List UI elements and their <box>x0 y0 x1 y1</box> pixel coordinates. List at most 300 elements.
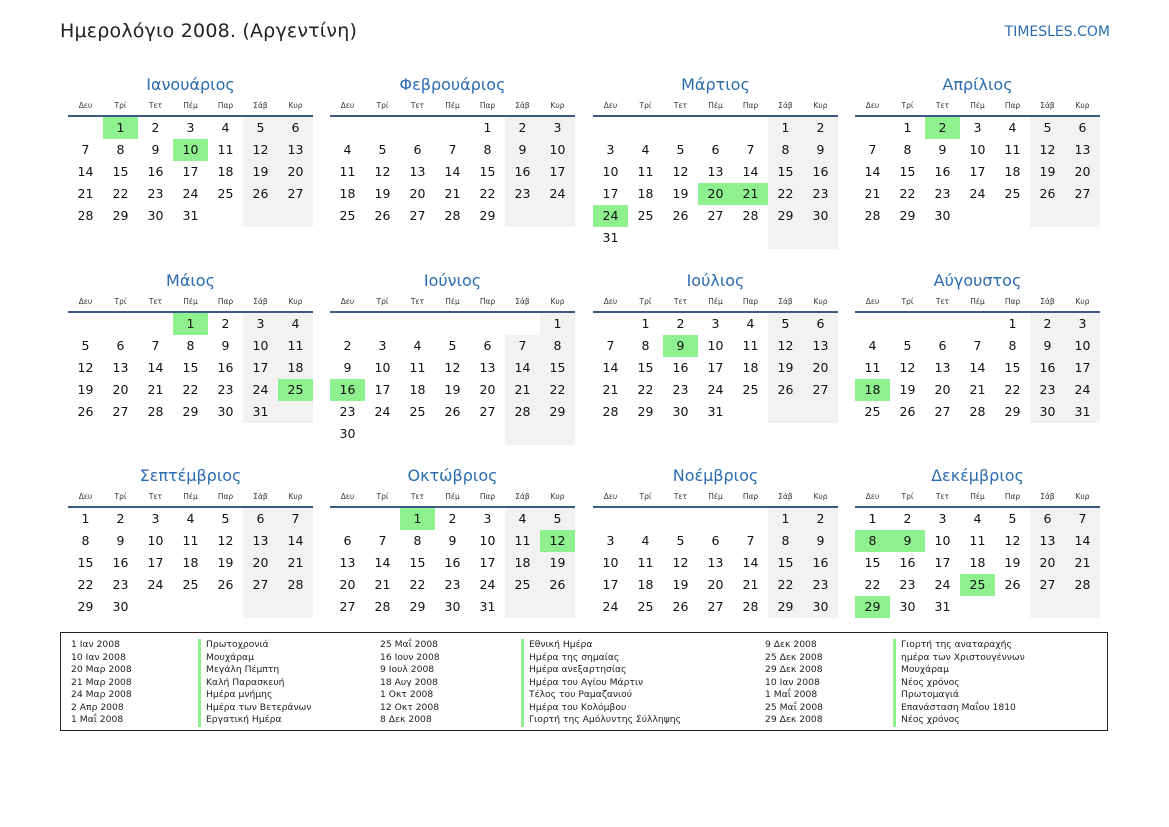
weekday-label: Τετ <box>410 101 425 110</box>
legend-entry: 8 Δεκ 2008 <box>380 714 432 725</box>
day-cell: 10 <box>479 533 496 548</box>
day-cell: 27 <box>934 404 951 419</box>
day-cell: 19 <box>243 161 278 183</box>
weekday-label: Παρ <box>1004 101 1021 110</box>
month-name: Ιανουάριος <box>146 75 235 94</box>
empty-cell <box>400 117 435 139</box>
day-cell: 19 <box>1004 555 1021 570</box>
legend-entry: Επανάσταση Μαΐου 1810 <box>893 702 1025 715</box>
empty-cell <box>960 313 995 335</box>
month-name: Σεπτέμβριος <box>139 466 242 485</box>
day-cell: 22 <box>540 379 575 401</box>
day-cell: 6 <box>711 533 720 548</box>
day-cell: 27 <box>479 404 496 419</box>
weekday-header <box>68 491 313 503</box>
legend-entry: Γιορτή της αναταραχής <box>893 639 1025 652</box>
day-cell: 5 <box>903 338 912 353</box>
empty-cell <box>330 313 365 335</box>
weekday-label: Παρ <box>479 297 496 306</box>
day-cell: 3 <box>243 313 278 335</box>
day-cell: 7 <box>151 338 160 353</box>
day-cell: 10 <box>934 533 951 548</box>
day-cell: 13 <box>934 360 951 375</box>
day-cell: 29 <box>855 596 890 618</box>
day-cell: 10 <box>707 338 724 353</box>
empty-cell <box>330 508 365 530</box>
day-cell: 24 <box>934 577 951 592</box>
day-cell: 12 <box>217 533 234 548</box>
legend-entry: 25 Μαΐ 2008 <box>765 701 824 713</box>
weekday-label: Δευ <box>340 492 355 501</box>
empty-cell <box>243 596 278 618</box>
day-cell: 30 <box>147 208 164 223</box>
empty-cell <box>733 401 768 423</box>
day-cell: 15 <box>409 555 426 570</box>
empty-cell <box>803 401 838 423</box>
day-cell: 23 <box>147 186 164 201</box>
weekday-label: Παρ <box>1004 297 1021 306</box>
day-cell: 18 <box>969 555 986 570</box>
weekday-label: Κυρ <box>1075 297 1090 306</box>
weekday-label: Πέμ <box>183 101 198 110</box>
day-cell: 10 <box>173 139 208 161</box>
day-cell: 20 <box>698 183 733 205</box>
day-cell: 10 <box>969 142 986 157</box>
day-cell: 24 <box>374 404 391 419</box>
day-cell: 1 <box>768 508 803 530</box>
day-cell: 16 <box>444 555 461 570</box>
empty-cell <box>663 117 698 139</box>
legend-entry: 2 Απρ 2008 <box>71 701 124 713</box>
empty-cell <box>733 508 768 530</box>
month-name: Ιούνιος <box>423 271 482 290</box>
legend-entry: 1 Ιαν 2008 <box>71 639 120 650</box>
weekday-label: Κυρ <box>1075 492 1090 501</box>
weekday-label: Δευ <box>603 297 618 306</box>
month-5 <box>68 270 313 423</box>
day-cell: 29 <box>409 599 426 614</box>
month-2 <box>330 74 575 227</box>
day-cell: 3 <box>540 117 575 139</box>
day-cell: 8 <box>768 139 803 161</box>
day-cell: 7 <box>448 142 457 157</box>
empty-cell <box>593 117 628 139</box>
legend-entry: Νέος χρόνος <box>893 677 1025 690</box>
weekday-label: Τετ <box>673 101 688 110</box>
day-grid <box>330 508 575 618</box>
day-cell: 15 <box>540 357 575 379</box>
day-cell: 2 <box>676 316 685 331</box>
day-cell: 9 <box>803 139 838 161</box>
month-11 <box>593 465 838 618</box>
day-cell: 27 <box>409 208 426 223</box>
legend-entry: Πρωτομαγιά <box>893 689 1025 702</box>
day-cell: 13 <box>112 360 129 375</box>
day-cell: 14 <box>444 164 461 179</box>
day-cell: 7 <box>378 533 387 548</box>
day-cell: 25 <box>409 404 426 419</box>
day-cell: 21 <box>505 379 540 401</box>
day-cell: 7 <box>81 142 90 157</box>
day-cell: 2 <box>803 508 838 530</box>
empty-cell <box>925 313 960 335</box>
day-cell: 5 <box>676 142 685 157</box>
day-cell: 31 <box>479 599 496 614</box>
day-cell: 2 <box>448 511 457 526</box>
day-cell: 29 <box>637 404 654 419</box>
day-cell: 27 <box>803 379 838 401</box>
day-cell: 11 <box>969 533 986 548</box>
legend-entry: 1 Οκτ 2008 <box>380 689 434 700</box>
day-cell: 13 <box>278 139 313 161</box>
month-name: Νοέμβριος <box>672 466 759 485</box>
day-cell: 13 <box>479 360 496 375</box>
day-cell: 14 <box>1065 530 1100 552</box>
weekday-label: Σάβ <box>515 492 530 501</box>
day-cell: 29 <box>899 208 916 223</box>
day-cell: 7 <box>278 508 313 530</box>
day-cell: 26 <box>77 404 94 419</box>
day-cell: 11 <box>742 338 759 353</box>
day-grid <box>593 508 838 618</box>
day-cell: 15 <box>1004 360 1021 375</box>
day-cell: 4 <box>641 533 650 548</box>
day-cell: 8 <box>540 335 575 357</box>
day-cell: 19 <box>1030 161 1065 183</box>
weekday-label: Σάβ <box>515 101 530 110</box>
weekday-label: Κυρ <box>813 297 828 306</box>
day-cell: 25 <box>960 574 995 596</box>
day-cell: 26 <box>768 379 803 401</box>
day-cell: 9 <box>448 533 457 548</box>
day-cell: 10 <box>540 139 575 161</box>
day-cell: 30 <box>1030 401 1065 423</box>
empty-cell <box>960 596 995 618</box>
empty-cell <box>698 508 733 530</box>
day-cell: 3 <box>606 533 615 548</box>
day-cell: 6 <box>343 533 352 548</box>
day-cell: 4 <box>186 511 195 526</box>
day-cell: 17 <box>243 357 278 379</box>
day-cell: 4 <box>278 313 313 335</box>
empty-cell <box>505 205 540 227</box>
month-7 <box>593 270 838 423</box>
weekday-label: Τρί <box>114 101 127 110</box>
day-cell: 25 <box>637 599 654 614</box>
day-cell: 18 <box>409 382 426 397</box>
legend-names-col-1 <box>198 639 311 727</box>
day-cell: 16 <box>330 379 365 401</box>
empty-cell <box>540 205 575 227</box>
weekday-label: Τρί <box>376 101 389 110</box>
day-cell: 24 <box>602 599 619 614</box>
day-cell: 8 <box>768 530 803 552</box>
day-cell: 22 <box>768 574 803 596</box>
day-cell: 30 <box>444 599 461 614</box>
day-cell: 17 <box>182 164 199 179</box>
weekday-header <box>330 100 575 112</box>
weekday-label: Παρ <box>742 297 759 306</box>
weekday-label: Τετ <box>935 101 950 110</box>
day-cell: 12 <box>899 360 916 375</box>
day-cell: 24 <box>1065 379 1100 401</box>
day-cell: 28 <box>278 574 313 596</box>
weekday-label: Τρί <box>639 101 652 110</box>
day-cell: 4 <box>641 142 650 157</box>
empty-cell <box>470 313 505 335</box>
day-cell: 17 <box>1065 357 1100 379</box>
day-cell: 16 <box>217 360 234 375</box>
day-cell: 2 <box>925 117 960 139</box>
day-cell: 9 <box>343 360 352 375</box>
weekday-header <box>68 100 313 112</box>
day-cell: 28 <box>602 404 619 419</box>
empty-cell <box>768 227 803 249</box>
day-cell: 20 <box>479 382 496 397</box>
day-cell: 12 <box>768 335 803 357</box>
legend-entry: Πρωτοχρονιά <box>198 639 311 652</box>
day-cell: 1 <box>173 313 208 335</box>
day-cell: 23 <box>112 577 129 592</box>
day-cell: 17 <box>707 360 724 375</box>
day-cell: 18 <box>637 577 654 592</box>
day-cell: 28 <box>742 599 759 614</box>
weekday-label: Παρ <box>479 101 496 110</box>
day-cell: 27 <box>339 599 356 614</box>
weekday-label: Τετ <box>673 492 688 501</box>
legend-entry: Ημέρα του Αγίου Μάρτιν <box>521 677 681 690</box>
day-cell: 2 <box>221 316 230 331</box>
day-cell: 7 <box>505 335 540 357</box>
month-name: Οκτώβριος <box>407 466 498 485</box>
weekday-label: Δευ <box>603 101 618 110</box>
weekday-label: Δευ <box>603 492 618 501</box>
day-cell: 28 <box>864 208 881 223</box>
legend-entry: ημέρα των Χριστουγέννων <box>893 652 1025 665</box>
day-grid <box>855 508 1100 618</box>
empty-cell <box>663 508 698 530</box>
weekday-label: Τρί <box>901 297 914 306</box>
weekday-label: Τρί <box>639 492 652 501</box>
empty-cell <box>208 205 243 227</box>
weekday-label: Παρ <box>1004 492 1021 501</box>
empty-cell <box>278 401 313 423</box>
day-cell: 30 <box>803 596 838 618</box>
legend-entry: Μουχάραμ <box>198 652 311 665</box>
day-cell: 22 <box>479 186 496 201</box>
day-cell: 19 <box>217 555 234 570</box>
day-cell: 18 <box>855 379 890 401</box>
legend-names-col-3 <box>893 639 1025 727</box>
day-cell: 14 <box>147 360 164 375</box>
empty-cell <box>960 205 995 227</box>
day-cell: 13 <box>1030 530 1065 552</box>
weekday-label: Παρ <box>742 492 759 501</box>
weekday-label: Δευ <box>340 101 355 110</box>
empty-cell <box>593 313 628 335</box>
empty-cell <box>855 117 890 139</box>
weekday-label: Τετ <box>148 101 163 110</box>
weekday-label: Σάβ <box>778 101 793 110</box>
day-cell: 2 <box>116 511 125 526</box>
weekday-label: Τετ <box>673 297 688 306</box>
empty-cell <box>173 596 208 618</box>
weekday-label: Πέμ <box>708 297 723 306</box>
legend-entry: 24 Μαρ 2008 <box>71 689 132 700</box>
day-cell: 25 <box>182 577 199 592</box>
day-cell: 28 <box>77 208 94 223</box>
legend-entry: Ημέρα μνήμης <box>198 689 311 702</box>
day-cell: 21 <box>864 186 881 201</box>
day-cell: 8 <box>483 142 492 157</box>
day-cell: 1 <box>868 511 877 526</box>
day-cell: 28 <box>444 208 461 223</box>
day-cell: 11 <box>637 164 654 179</box>
day-cell: 21 <box>77 186 94 201</box>
day-cell: 5 <box>1008 511 1017 526</box>
day-cell: 17 <box>602 577 619 592</box>
day-cell: 20 <box>243 552 278 574</box>
weekday-label: Τετ <box>148 297 163 306</box>
day-cell: 18 <box>182 555 199 570</box>
weekday-label: Τρί <box>376 297 389 306</box>
day-cell: 12 <box>243 139 278 161</box>
weekday-label: Σάβ <box>253 492 268 501</box>
day-cell: 14 <box>77 164 94 179</box>
day-grid <box>593 313 838 423</box>
day-cell: 16 <box>803 552 838 574</box>
empty-cell <box>470 423 505 445</box>
day-cell: 22 <box>409 577 426 592</box>
weekday-label: Πέμ <box>183 492 198 501</box>
weekday-label: Πέμ <box>183 297 198 306</box>
day-cell: 9 <box>890 530 925 552</box>
day-cell: 5 <box>378 142 387 157</box>
day-cell: 8 <box>903 142 912 157</box>
day-cell: 29 <box>540 401 575 423</box>
day-cell: 30 <box>112 599 129 614</box>
day-cell: 18 <box>217 164 234 179</box>
day-cell: 9 <box>1030 335 1065 357</box>
weekday-label: Σάβ <box>1040 297 1055 306</box>
day-cell: 15 <box>112 164 129 179</box>
empty-cell <box>803 227 838 249</box>
day-cell: 23 <box>217 382 234 397</box>
legend-entry: 25 Μαΐ 2008 <box>380 639 439 650</box>
day-cell: 1 <box>400 508 435 530</box>
day-grid <box>330 117 575 227</box>
weekday-header <box>68 296 313 308</box>
day-cell: 20 <box>803 357 838 379</box>
day-cell: 2 <box>903 511 912 526</box>
empty-cell <box>505 423 540 445</box>
day-cell: 27 <box>1030 574 1065 596</box>
day-cell: 20 <box>339 577 356 592</box>
weekday-label: Κυρ <box>550 101 565 110</box>
month-4 <box>855 74 1100 227</box>
day-cell: 19 <box>374 186 391 201</box>
day-cell: 19 <box>672 577 689 592</box>
day-cell: 21 <box>374 577 391 592</box>
weekday-label: Δευ <box>865 297 880 306</box>
day-cell: 26 <box>1030 183 1065 205</box>
weekday-label: Κυρ <box>288 492 303 501</box>
weekday-label: Παρ <box>742 101 759 110</box>
legend-entry: 9 Ιουλ 2008 <box>380 664 435 675</box>
day-grid <box>855 117 1100 227</box>
day-cell: 3 <box>606 142 615 157</box>
day-grid <box>68 117 313 227</box>
day-cell: 24 <box>969 186 986 201</box>
legend-entry: 12 Οκτ 2008 <box>380 701 440 713</box>
day-cell: 21 <box>602 382 619 397</box>
day-cell: 7 <box>1065 508 1100 530</box>
day-cell: 3 <box>378 338 387 353</box>
day-cell: 21 <box>969 382 986 397</box>
legend-entry: 9 Δεκ 2008 <box>765 639 817 650</box>
empty-cell <box>505 596 540 618</box>
day-cell: 26 <box>899 404 916 419</box>
empty-cell <box>278 205 313 227</box>
day-cell: 9 <box>938 142 947 157</box>
day-cell: 11 <box>409 360 426 375</box>
legend-entry: Μεγάλη Πέμπτη <box>198 664 311 677</box>
day-cell: 4 <box>868 338 877 353</box>
day-cell: 26 <box>672 599 689 614</box>
day-cell: 27 <box>1065 183 1100 205</box>
legend-entry: 10 Ιαν 2008 <box>71 651 126 663</box>
day-cell: 6 <box>938 338 947 353</box>
day-cell: 27 <box>707 599 724 614</box>
weekday-label: Παρ <box>479 492 496 501</box>
day-cell: 8 <box>641 338 650 353</box>
weekday-label: Πέμ <box>970 492 985 501</box>
legend-entry: 29 Δεκ 2008 <box>765 664 823 675</box>
day-grid <box>855 313 1100 423</box>
empty-cell <box>540 596 575 618</box>
day-cell: 14 <box>374 555 391 570</box>
legend-entry: 21 Μαρ 2008 <box>71 676 132 688</box>
day-cell: 20 <box>1030 552 1065 574</box>
day-cell: 30 <box>934 208 951 223</box>
day-cell: 7 <box>746 533 755 548</box>
legend-entry: 16 Ιουν 2008 <box>380 651 440 663</box>
day-cell: 5 <box>243 117 278 139</box>
day-cell: 29 <box>768 205 803 227</box>
empty-cell <box>593 508 628 530</box>
day-cell: 11 <box>864 360 881 375</box>
day-cell: 19 <box>768 357 803 379</box>
day-cell: 27 <box>112 404 129 419</box>
empty-cell <box>365 313 400 335</box>
day-cell: 5 <box>221 511 230 526</box>
month-name: Αύγουστος <box>933 271 1022 290</box>
legend-entry: Εργατική Ημέρα <box>198 714 311 727</box>
day-cell: 17 <box>479 555 496 570</box>
empty-cell <box>628 508 663 530</box>
site-link[interactable]: TIMESLES.COM <box>1004 24 1110 40</box>
day-cell: 11 <box>1004 142 1021 157</box>
empty-cell <box>540 423 575 445</box>
weekday-label: Πέμ <box>445 297 460 306</box>
weekday-label: Σάβ <box>1040 492 1055 501</box>
legend-dates-col-1 <box>71 639 132 727</box>
day-cell: 30 <box>803 205 838 227</box>
day-cell: 24 <box>243 379 278 401</box>
day-cell: 28 <box>969 404 986 419</box>
day-cell: 5 <box>1030 117 1065 139</box>
day-cell: 22 <box>112 186 129 201</box>
